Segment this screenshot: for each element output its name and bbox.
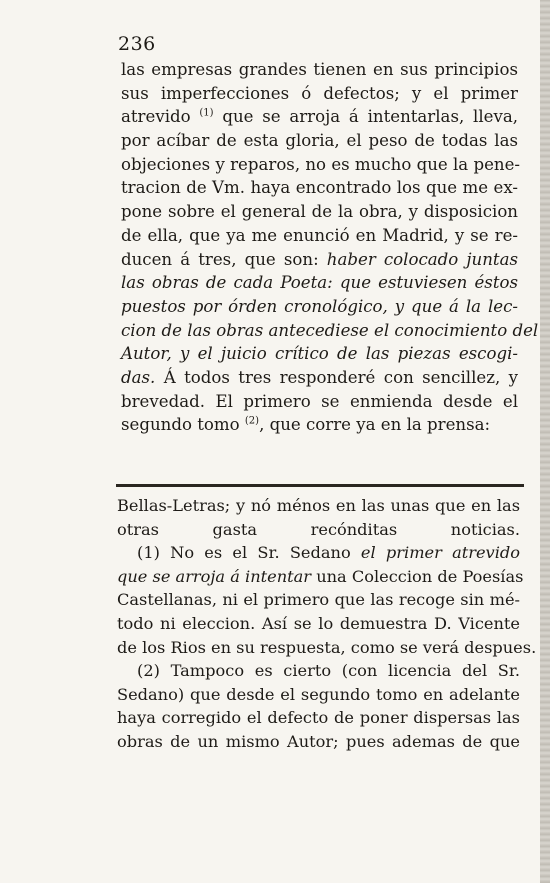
footnote-marker: (1) xyxy=(199,107,214,119)
footnote-line xyxy=(117,683,520,707)
text-line xyxy=(121,390,518,414)
text-line xyxy=(121,105,518,129)
text-line xyxy=(121,342,518,366)
text-run: una Coleccion de Poesías xyxy=(311,566,524,586)
text-run: Castellanas, ni el primero que las recoge sin mé- xyxy=(117,590,520,610)
text-run: pone sobre el general de la obra, y disposicion xyxy=(121,202,518,222)
text-line xyxy=(121,82,518,106)
italic-run: que se arroja á intentar xyxy=(117,566,312,586)
text-run: de los Rios en su respuesta, como se verá despues. xyxy=(117,637,537,657)
text-run: otras gasta recónditas noticias. xyxy=(117,519,520,539)
text-run: Bellas-Letras; y nó ménos en las unas que en las xyxy=(117,496,520,515)
text-line xyxy=(121,58,518,82)
page-edge xyxy=(540,0,550,883)
italic-run: haber colocado juntas xyxy=(326,249,518,269)
footnote-line xyxy=(117,612,520,636)
italic-run: el primer atrevido xyxy=(360,543,520,563)
page-number: 236 xyxy=(118,33,156,55)
text-run: (1) No es el Sr. Sedano xyxy=(137,543,361,563)
footnote-line xyxy=(117,636,537,660)
text-line xyxy=(121,319,539,343)
footnote-line xyxy=(117,565,524,589)
footnotes xyxy=(117,494,537,754)
text-run: por acíbar de esta gloria, el peso de todas las xyxy=(121,131,518,151)
footnote-line xyxy=(117,541,520,565)
italic-run: Autor, y el juicio crítico de las piezas escogi- xyxy=(121,344,518,364)
text-run: de ella, que ya me enunció en Madrid, y se re- xyxy=(121,225,518,245)
text-run: Á todos tres responderé con sencillez, y xyxy=(155,367,518,387)
footnote-line xyxy=(117,706,520,730)
text-run: las empresas grandes tienen en sus principios xyxy=(121,60,518,79)
text-line xyxy=(121,224,518,248)
text-run: , que corre ya en la prensa: xyxy=(259,415,491,435)
footnote-divider xyxy=(116,484,524,487)
text-run: que se arroja á intentarlas, lleva, xyxy=(213,107,518,127)
text-line xyxy=(121,295,518,319)
text-run: objeciones y reparos, no es mucho que la pene- xyxy=(121,154,521,174)
text-run: sus imperfecciones ó defectos; y el primer xyxy=(121,83,518,103)
text-line xyxy=(121,366,518,390)
text-line xyxy=(121,413,518,437)
text-run: tracion de Vm. haya encontrado los que me ex- xyxy=(121,178,518,198)
main-text xyxy=(121,58,539,437)
text-run: Sedano) que desde el segundo tomo en adelante xyxy=(117,684,520,704)
footnote-line xyxy=(117,588,520,612)
text-line xyxy=(121,129,518,153)
text-line xyxy=(121,248,518,272)
italic-run: cion de las obras antecediese el conocimiento del xyxy=(121,320,539,340)
italic-run: las obras de cada Poeta: que estuviesen éstos xyxy=(121,273,518,293)
footnote-line xyxy=(117,659,520,683)
text-run: brevedad. El primero se enmienda desde el xyxy=(121,391,518,411)
text-run: haya corregido el defecto de poner dispersas las xyxy=(117,708,520,728)
text-line xyxy=(121,176,518,200)
text-line xyxy=(121,271,518,295)
text-run: todo ni eleccion. Así se lo demuestra D. Vicente xyxy=(117,613,520,633)
italic-run: das. xyxy=(121,367,156,387)
text-run: (2) Tampoco es cierto (con licencia del Sr. xyxy=(137,661,520,681)
text-run: segundo tomo xyxy=(121,415,245,435)
text-line xyxy=(121,153,521,177)
footnote-line xyxy=(117,518,520,542)
text-run: atrevido xyxy=(121,107,200,127)
text-line xyxy=(121,200,518,224)
text-run: ducen á tres, que son: xyxy=(121,249,327,269)
italic-run: puestos por órden cronológico, y que á la lec- xyxy=(121,296,518,316)
footnote-marker: (2) xyxy=(244,415,260,427)
footnote-line xyxy=(117,730,520,754)
text-run: obras de un mismo Autor; pues ademas de que xyxy=(117,731,520,751)
footnote-line xyxy=(117,494,520,518)
